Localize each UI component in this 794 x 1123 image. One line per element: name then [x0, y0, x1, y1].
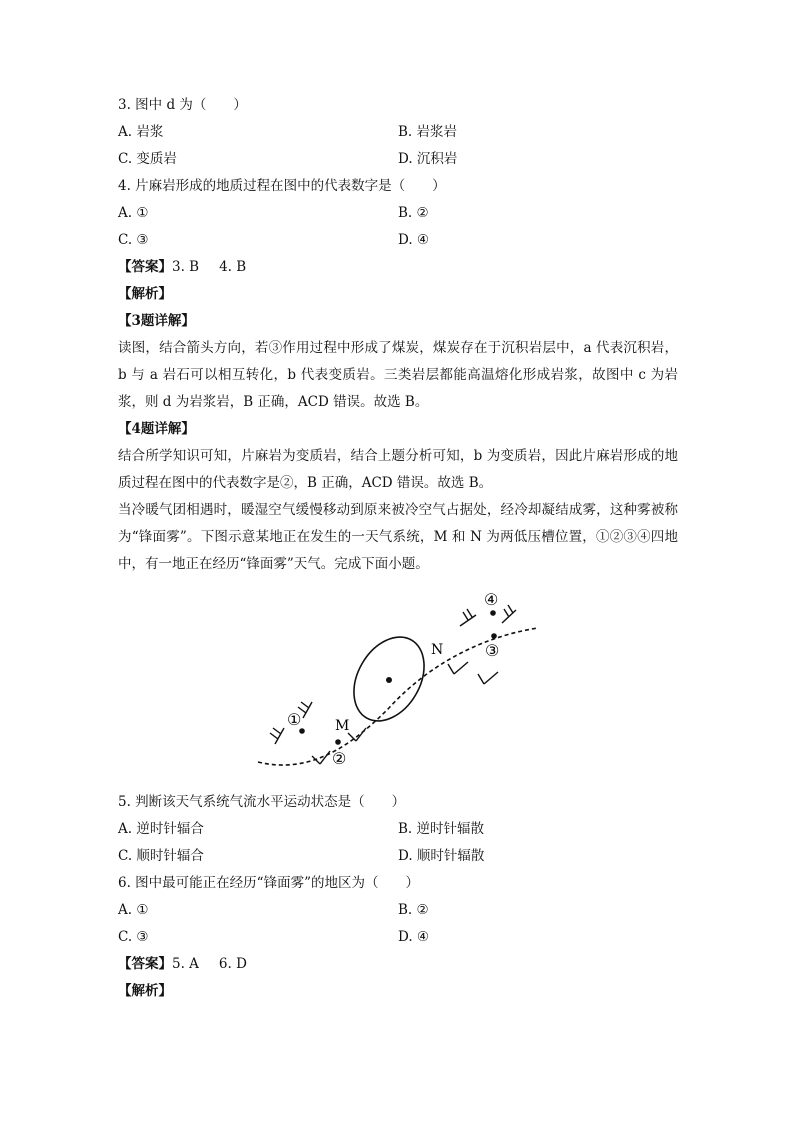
wind-barbs [270, 605, 516, 764]
answer-label-2: 【答案】 [118, 956, 172, 972]
q4-option-a: A. ① [118, 205, 149, 221]
wind-barb-3a [448, 662, 468, 674]
q6-option-b: B. ② [398, 902, 429, 918]
q3-option-d: D. 沉积岩 [398, 151, 458, 167]
q5-option-c: C. 顺时针辐合 [118, 848, 204, 864]
answer-label: 【答案】 [118, 259, 172, 275]
q6-options-row-2 [118, 924, 678, 951]
q3-option-c: C. 变质岩 [118, 151, 177, 167]
q6-option-c: C. ③ [118, 929, 149, 945]
point-3-label: ③ [485, 641, 500, 660]
answer-4: 4. B [219, 259, 247, 275]
detail-3-text: 读图，结合箭头方向，若③作用过程中形成了煤炭，煤炭存在于沉积岩层中，a 代表沉积岩，b 与 a 岩石可以相互转化，b 代表变质岩。三类岩层都能高温熔化形成岩浆，故图中 c 为岩浆，则 d 为岩浆岩，B 正确，ACD 错误。故选 B。 [118, 340, 678, 410]
q5-stem: 5. 判断该天气系统气流水平运动状态是（ ） [118, 794, 406, 810]
point-1-label: ① [287, 710, 302, 729]
q4-options-row-2 [118, 227, 678, 254]
q3-stem: 3. 图中 d 为（ ） [118, 97, 247, 113]
q6-option-d: D. ④ [398, 929, 430, 945]
point-4-label: ④ [484, 590, 499, 609]
q6-options-row-1 [118, 897, 678, 924]
q5-options-row-2 [118, 843, 678, 870]
q5-option-b: B. 逆时针辐散 [398, 821, 485, 837]
q5-option-d: D. 顺时针辐散 [398, 848, 485, 864]
point-4-dot [490, 610, 496, 616]
point-2-label: ② [332, 749, 347, 768]
wind-barb-1a [270, 728, 284, 744]
weather-system-diagram [118, 584, 678, 789]
answer-5: 5. A [172, 956, 199, 972]
q3-option-b: B. 岩浆岩 [398, 124, 458, 140]
q4-stem: 4. 片麻岩形成的地质过程在图中的代表数字是（ ） [118, 178, 446, 194]
wind-barb-4b [502, 605, 516, 623]
q3-options-row-1 [118, 119, 678, 146]
point-3-dot [491, 633, 497, 639]
detail-3-label: 【3题详解】 [118, 313, 195, 329]
q4-option-d: D. ④ [398, 232, 430, 248]
q3-option-a: A. 岩浆 [118, 124, 164, 140]
label-n: N [431, 642, 444, 658]
q5-options-row-1 [118, 816, 678, 843]
point-1-dot [299, 728, 305, 734]
point-2-dot [335, 739, 341, 745]
detail-4-text: 结合所学知识可知，片麻岩为变质岩，结合上题分析可知，b 为变质岩，因此片麻岩形成的地质过程在图中的代表数字是②，B 正确，ACD 错误。故选 B。 [118, 448, 678, 491]
q4-option-c: C. ③ [118, 232, 149, 248]
label-m: M [335, 718, 350, 734]
weather-system-svg [118, 584, 678, 789]
wind-barb-2b [348, 728, 366, 741]
analysis-label-2: 【解析】 [118, 983, 172, 999]
q5-option-a: A. 逆时针辐合 [118, 821, 204, 837]
q4-option-b: B. ② [398, 205, 429, 221]
q6-stem: 6. 图中最可能正在经历“锋面雾”的地区为（ ） [118, 875, 419, 891]
intro-paragraph: 当冷暖气团相遇时，暖湿空气缓慢移动到原来被冷空气占据处，经冷却凝结成雾，这种雾被称为“锋面雾”。下图示意某地正在发生的一天气系统，M 和 N 为两低压槽位置，①②③④四地中，有一地正在经历“锋面雾”天气。完成下面小题。 [118, 502, 678, 572]
q4-options-row-1 [118, 200, 678, 227]
answer-line-1 [118, 254, 678, 281]
answer-3: 3. B [172, 259, 200, 275]
q3-options-row-2 [118, 146, 678, 173]
answer-6: 6. D [218, 956, 247, 972]
q6-option-a: A. ① [118, 902, 149, 918]
wind-barb-4a [460, 609, 476, 626]
wind-barb-3b [478, 672, 498, 684]
analysis-label-1: 【解析】 [118, 286, 172, 302]
low-center-dot [386, 677, 392, 683]
answer-line-2 [118, 951, 678, 978]
document-page [118, 92, 678, 1005]
detail-4-label: 【4题详解】 [118, 421, 195, 437]
